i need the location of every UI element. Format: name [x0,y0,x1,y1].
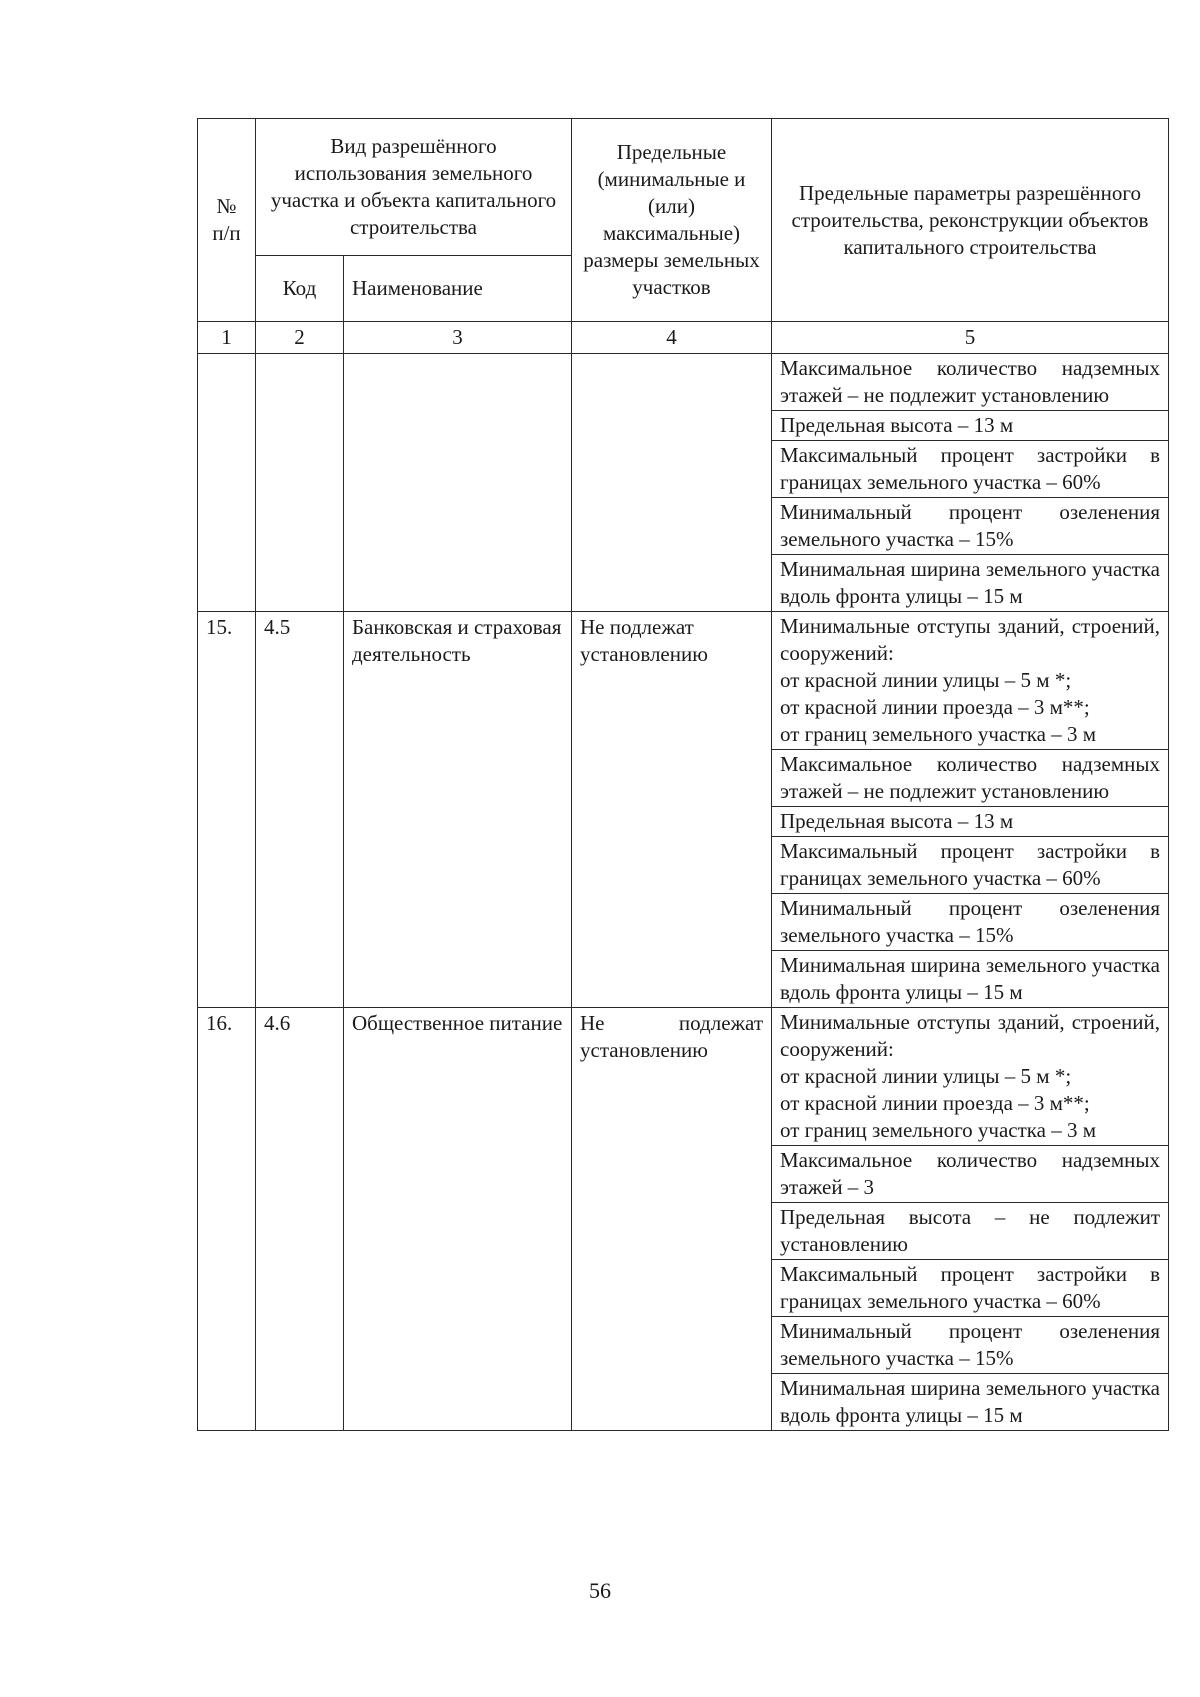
row-params [772,354,1169,612]
page-number: 56 [589,1578,611,1603]
param-item: Минимальная ширина земельного участка вдоль фронта улицы – 15 м [780,953,1160,1004]
row-name: Общественное питание [344,1008,572,1431]
param-item: Минимальный процент озеленения земельного участка – 15% [772,498,1168,555]
header-construction-params: Предельные параметры разрешённого строительства, реконструкции объектов капитального строительства [772,119,1169,322]
column-numbers-row [198,322,1169,354]
column-number: 4 [572,322,772,354]
param-item: Максимальный процент застройки в границах земельного участка – 60% [772,1260,1168,1317]
param-item: Минимальный процент озеленения земельного участка – 15% [772,894,1168,951]
row-sizes: Не подлежат установлению [572,612,772,1008]
row-code [256,354,344,612]
header-code: Код [256,256,344,322]
row-code: 4.6 [256,1008,344,1431]
row-name [344,354,572,612]
row-number: 15. [198,612,256,1008]
table-row [198,354,1169,612]
param-item: Предельная высота – 13 м [772,807,1168,837]
param-item: Максимальное количество надземных этажей – не подлежит установлению [772,750,1168,807]
param-item: Минимальные отступы зданий, строений, сооружений: от красной линии улицы – 5 м *; от красной линии проезда – 3 м**; от границ земельного участка – 3 м [772,1008,1168,1146]
header-plot-sizes: Предельные (минимальные и (или) максимальные) размеры земельных участков [572,119,772,322]
header-row [198,119,1169,256]
row-code: 4.5 [256,612,344,1008]
param-item: Предельная высота – 13 м [772,411,1168,441]
param-item: Предельная высота – не подлежит установлению [772,1203,1168,1260]
param-item: Максимальный процент застройки в границах земельного участка – 60% [772,441,1168,498]
row-sizes [572,354,772,612]
param-item: Минимальная ширина земельного участка вдоль фронта улицы – 15 м [780,1376,1160,1427]
row-params [772,1008,1169,1431]
param-item: Минимальный процент озеленения земельного участка – 15% [772,1317,1168,1374]
param-item: Минимальные отступы зданий, строений, сооружений: от красной линии улицы – 5 м *; от красной линии проезда – 3 м**; от границ земельного участка – 3 м [772,612,1168,750]
column-number: 1 [198,322,256,354]
param-item: Максимальное количество надземных этажей – 3 [772,1146,1168,1203]
param-item: Максимальное количество надземных этажей – не подлежит установлению [772,354,1168,411]
row-sizes: Не подлежат установлению [572,1008,772,1431]
header-use-type-group: Вид разрешённого использования земельного участка и объекта капитального строительства [256,119,572,256]
column-number: 2 [256,322,344,354]
table-row [198,1008,1169,1431]
row-number [198,354,256,612]
column-number: 5 [772,322,1169,354]
row-name: Банковская и страховая деятельность [344,612,572,1008]
column-number: 3 [344,322,572,354]
land-use-regulations-table [197,118,1169,1431]
header-name: Наименование [344,256,572,322]
param-item: Минимальная ширина земельного участка вдоль фронта улицы – 15 м [780,557,1160,608]
header-number: № п/п [198,119,256,322]
table-row [198,612,1169,1008]
row-params [772,612,1169,1008]
param-item: Максимальный процент застройки в границах земельного участка – 60% [772,837,1168,894]
row-number: 16. [198,1008,256,1431]
